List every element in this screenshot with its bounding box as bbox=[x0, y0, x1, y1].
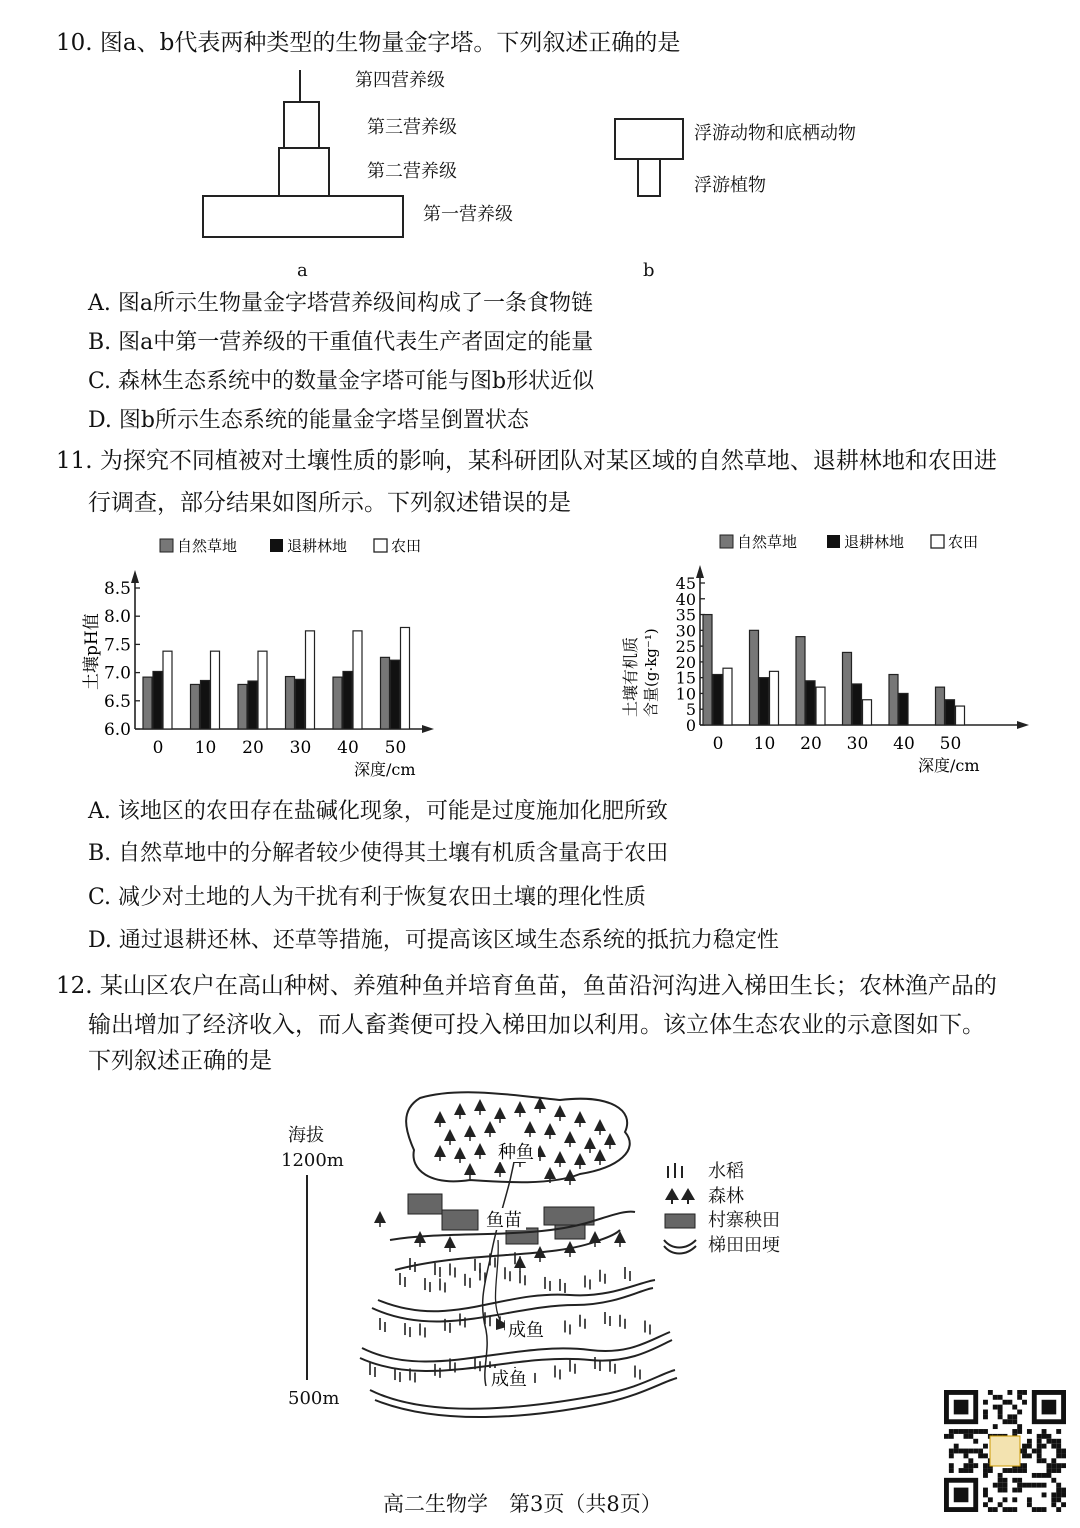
om-bar bbox=[843, 652, 852, 725]
om-y-tick-label: 40 bbox=[675, 589, 696, 609]
ph-x-tick-label: 40 bbox=[337, 738, 359, 758]
om-bar bbox=[806, 681, 815, 725]
ph-bar bbox=[238, 684, 247, 729]
tree-icon bbox=[564, 1131, 576, 1143]
om-y-tick-label: 35 bbox=[675, 605, 696, 625]
label-adult-fish-1: 成鱼 bbox=[508, 1320, 544, 1341]
om-bar bbox=[723, 668, 732, 725]
ph-bar bbox=[343, 671, 352, 729]
legend-village-text: 村寨秧田 bbox=[708, 1210, 780, 1231]
om-bar bbox=[956, 706, 965, 725]
label-breeder-fish: 种鱼 bbox=[498, 1142, 534, 1163]
altitude-top: 1200m bbox=[281, 1150, 344, 1171]
legend-ridge-text: 梯田田埂 bbox=[708, 1235, 780, 1256]
om-y-label-line2: 含量(g·kg⁻¹) bbox=[642, 628, 660, 717]
om-bar bbox=[946, 700, 955, 725]
om-bar bbox=[770, 671, 779, 725]
q11-stem-line2: 行调查，部分结果如图所示。下列叙述错误的是 bbox=[88, 490, 571, 516]
om-y-tick-label: 20 bbox=[675, 652, 696, 672]
ph-x-tick-label: 20 bbox=[242, 738, 264, 758]
om-legend-text-1: 退耕林地 bbox=[844, 533, 905, 551]
pyramid-b-bottom bbox=[637, 158, 661, 197]
ph-x-tick-label: 50 bbox=[384, 738, 407, 758]
om-y-tick-label: 25 bbox=[675, 637, 696, 657]
ph-y-tick-label: 8.5 bbox=[103, 579, 131, 599]
q10-option-d: D. 图b所示生态系统的能量金字塔呈倒置状态 bbox=[88, 408, 529, 433]
tree-icon bbox=[594, 1149, 606, 1161]
tree-icon bbox=[444, 1236, 456, 1248]
om-y-tick-label: 30 bbox=[675, 621, 696, 641]
om-bar bbox=[853, 684, 862, 725]
village-field-1 bbox=[408, 1194, 442, 1214]
ph-bar bbox=[191, 684, 200, 729]
om-bar bbox=[760, 678, 769, 725]
ph-bar bbox=[153, 671, 162, 729]
tree-icon bbox=[514, 1101, 526, 1113]
pyramid-a-label-3: 第三营养级 bbox=[367, 117, 457, 138]
pyramid-b-label-bottom: 浮游植物 bbox=[694, 175, 766, 196]
tree-icon bbox=[554, 1151, 566, 1163]
om-legend-swatch-1 bbox=[827, 535, 840, 548]
tree-icon bbox=[454, 1147, 466, 1159]
q11-stem-line1: 11. 为探究不同植被对土壤性质的影响，某科研团队对某区域的自然草地、退耕林地和农田进 bbox=[56, 448, 997, 474]
ph-x-ticks bbox=[153, 738, 407, 758]
ph-bar bbox=[306, 631, 315, 729]
om-x-tick-label: 40 bbox=[893, 734, 915, 754]
river-channel bbox=[483, 1150, 516, 1386]
q11-option-d: D. 通过退耕还林、还草等措施，可提高该区域生态系统的抵抗力稳定性 bbox=[88, 928, 779, 953]
om-bar bbox=[750, 630, 759, 725]
ph-legend-text-0: 自然草地 bbox=[177, 537, 238, 555]
ph-legend-swatch-1 bbox=[270, 539, 283, 552]
om-x-tick-label: 20 bbox=[800, 734, 822, 754]
forest-trees bbox=[374, 1097, 626, 1272]
pyramid-a-tip bbox=[299, 70, 301, 102]
om-legend-swatch-2 bbox=[931, 535, 944, 548]
om-x-ticks bbox=[713, 734, 962, 754]
om-chart bbox=[621, 533, 1029, 775]
ph-bar bbox=[333, 677, 342, 729]
pyramid-a-label-1: 第一营养级 bbox=[423, 204, 513, 225]
pyramid-a-level-1 bbox=[202, 195, 404, 238]
page-footer: 高二生物学 第3页（共8页） bbox=[383, 1492, 662, 1516]
om-x-tick-label: 10 bbox=[753, 734, 776, 754]
om-x-tick-label: 0 bbox=[712, 734, 724, 754]
legend-terrace-ridge-icon bbox=[664, 1240, 696, 1254]
om-x-label: 深度/cm bbox=[918, 756, 980, 775]
ph-y-tick-label: 8.0 bbox=[103, 607, 131, 628]
label-adult-fish-2: 成鱼 bbox=[491, 1369, 527, 1390]
ph-bar bbox=[296, 679, 305, 729]
tree-icon bbox=[574, 1111, 586, 1123]
ph-chart bbox=[82, 537, 434, 779]
ph-bar bbox=[286, 677, 295, 729]
om-y-tick-label: 45 bbox=[675, 574, 696, 593]
ph-x-tick-label: 10 bbox=[194, 738, 217, 758]
ph-y-tick-label: 6.0 bbox=[103, 720, 131, 740]
ph-legend-text-1: 退耕林地 bbox=[287, 537, 348, 555]
ph-legend bbox=[160, 537, 421, 555]
q12-stem-line2: 输出增加了经济收入，而人畜粪便可投入梯田加以利用。该立体生态农业的示意图如下。 bbox=[88, 1012, 985, 1038]
pyramid-b-caption: b bbox=[643, 260, 655, 281]
q11-option-c: C. 减少对土地的人为干扰有利于恢复农田土壤的理化性质 bbox=[88, 885, 647, 910]
om-legend-text-0: 自然草地 bbox=[737, 533, 798, 551]
q10-option-a: A. 图a所示生物量金字塔营养级间构成了一条食物链 bbox=[88, 291, 593, 316]
ridge-3 bbox=[378, 1280, 655, 1311]
om-y-label-line1: 土壤有机质 bbox=[621, 636, 640, 717]
ph-y-arrow bbox=[131, 570, 139, 583]
q11-option-b: B. 自然草地中的分解者较少使得其土壤有机质含量高于农田 bbox=[88, 841, 669, 866]
om-bar bbox=[816, 687, 825, 725]
tree-icon bbox=[584, 1137, 596, 1149]
ph-legend-swatch-0 bbox=[160, 539, 173, 552]
om-x-tick-label: 50 bbox=[939, 734, 962, 754]
tree-icon bbox=[434, 1145, 446, 1157]
ph-bar bbox=[258, 651, 267, 729]
pyramid-a-label-4: 第四营养级 bbox=[355, 70, 445, 91]
ph-x-tick-label: 30 bbox=[289, 738, 312, 758]
om-x-tick-label: 30 bbox=[846, 734, 869, 754]
om-legend bbox=[720, 533, 978, 551]
om-bar bbox=[889, 675, 898, 725]
pyramid-a-level-3 bbox=[283, 101, 320, 149]
ph-x-label: 深度/cm bbox=[354, 760, 416, 779]
q10-option-b: B. 图a中第一营养级的干重值代表生产者固定的能量 bbox=[88, 330, 594, 355]
pyramid-a-label-2: 第二营养级 bbox=[367, 161, 457, 182]
pyramid-a-level-2 bbox=[278, 147, 330, 197]
ph-bar bbox=[163, 651, 172, 729]
ph-legend-swatch-2 bbox=[374, 539, 387, 552]
om-y-tick-label: 15 bbox=[675, 668, 696, 688]
om-legend-swatch-0 bbox=[720, 535, 733, 548]
legend-rice-icon bbox=[668, 1163, 682, 1178]
ph-bar bbox=[381, 657, 390, 729]
om-bar bbox=[936, 687, 945, 725]
om-bar bbox=[863, 700, 872, 725]
legend-forest-icon bbox=[665, 1188, 695, 1204]
tree-icon bbox=[444, 1129, 456, 1141]
fish-flow-arrow bbox=[495, 1240, 500, 1320]
q11-option-a: A. 该地区的农田存在盐碱化现象，可能是过度施加化肥所致 bbox=[88, 799, 668, 824]
om-y-arrow bbox=[696, 565, 704, 578]
tree-icon bbox=[374, 1211, 386, 1223]
om-x-arrow bbox=[1017, 721, 1029, 729]
ph-bar bbox=[353, 631, 362, 729]
tree-icon bbox=[494, 1107, 506, 1119]
tree-icon bbox=[524, 1121, 536, 1133]
tree-icon bbox=[544, 1123, 556, 1135]
qr-code-icon[interactable] bbox=[944, 1390, 1066, 1512]
pyramid-b-label-top: 浮游动物和底栖动物 bbox=[694, 123, 856, 144]
om-legend-text-2: 农田 bbox=[948, 533, 979, 551]
altitude-bottom: 500m bbox=[288, 1388, 340, 1409]
ph-y-label: 土壤pH值 bbox=[82, 613, 102, 690]
tree-icon bbox=[464, 1163, 476, 1175]
tree-icon bbox=[604, 1133, 616, 1145]
tree-icon bbox=[554, 1105, 566, 1117]
q12-stem-line1: 12. 某山区农户在高山种树、养殖种鱼并培育鱼苗，鱼苗沿河沟进入梯田生长；农林渔产品的 bbox=[56, 973, 997, 999]
q12-stem-line3: 下列叙述正确的是 bbox=[88, 1048, 272, 1074]
ph-bar bbox=[401, 627, 410, 729]
ph-x-tick-label: 0 bbox=[152, 738, 164, 758]
ph-bar bbox=[211, 651, 220, 729]
om-y-tick-label: 10 bbox=[675, 684, 696, 704]
tree-icon bbox=[484, 1121, 496, 1133]
om-bar bbox=[899, 693, 908, 725]
terrace-illustration bbox=[350, 1090, 690, 1430]
ph-x-arrow bbox=[422, 725, 434, 733]
q12-legend-symbols bbox=[662, 1160, 702, 1260]
ph-bar bbox=[143, 677, 152, 729]
om-y-tick-label: 5 bbox=[685, 700, 696, 720]
ridge-6 bbox=[360, 1340, 672, 1371]
om-bars bbox=[703, 615, 965, 725]
ph-bar bbox=[391, 660, 400, 729]
ph-bars bbox=[143, 627, 410, 729]
tree-icon bbox=[454, 1103, 466, 1115]
tree-icon bbox=[594, 1119, 606, 1131]
legend-forest-text: 森林 bbox=[708, 1186, 744, 1207]
ph-y-tick-label: 6.5 bbox=[103, 691, 131, 712]
legend-rice-text: 水稻 bbox=[708, 1161, 744, 1182]
tree-icon bbox=[574, 1153, 586, 1165]
ph-y-tick-label: 7.5 bbox=[103, 635, 131, 656]
q10-stem: 10. 图a、b代表两种类型的生物量金字塔。下列叙述正确的是 bbox=[56, 30, 681, 56]
ph-legend-text-2: 农田 bbox=[391, 537, 422, 555]
om-bar bbox=[703, 615, 712, 725]
label-fish-fry: 鱼苗 bbox=[486, 1210, 522, 1231]
legend-village-field-icon bbox=[665, 1214, 695, 1228]
tree-icon bbox=[434, 1111, 446, 1123]
tree-icon bbox=[464, 1125, 476, 1137]
q10-option-c: C. 森林生态系统中的数量金字塔可能与图b形状近似 bbox=[88, 369, 595, 394]
tree-icon bbox=[544, 1167, 556, 1179]
tree-icon bbox=[474, 1099, 486, 1111]
pyramid-a-caption: a bbox=[297, 260, 308, 281]
tree-icon bbox=[474, 1143, 486, 1155]
ph-y-tick-label: 7.0 bbox=[103, 663, 131, 684]
tree-icon bbox=[564, 1169, 576, 1181]
om-bar bbox=[796, 637, 805, 725]
altitude-title: 海拔 bbox=[288, 1125, 324, 1146]
pyramid-b-top bbox=[614, 118, 684, 160]
altitude-line bbox=[306, 1175, 308, 1380]
om-bar bbox=[713, 675, 722, 725]
village-field-2 bbox=[442, 1210, 478, 1230]
om-y-tick-label: 0 bbox=[685, 716, 696, 735]
q11-charts bbox=[0, 525, 1080, 785]
ph-bar bbox=[248, 681, 257, 729]
ph-bar bbox=[201, 680, 210, 729]
